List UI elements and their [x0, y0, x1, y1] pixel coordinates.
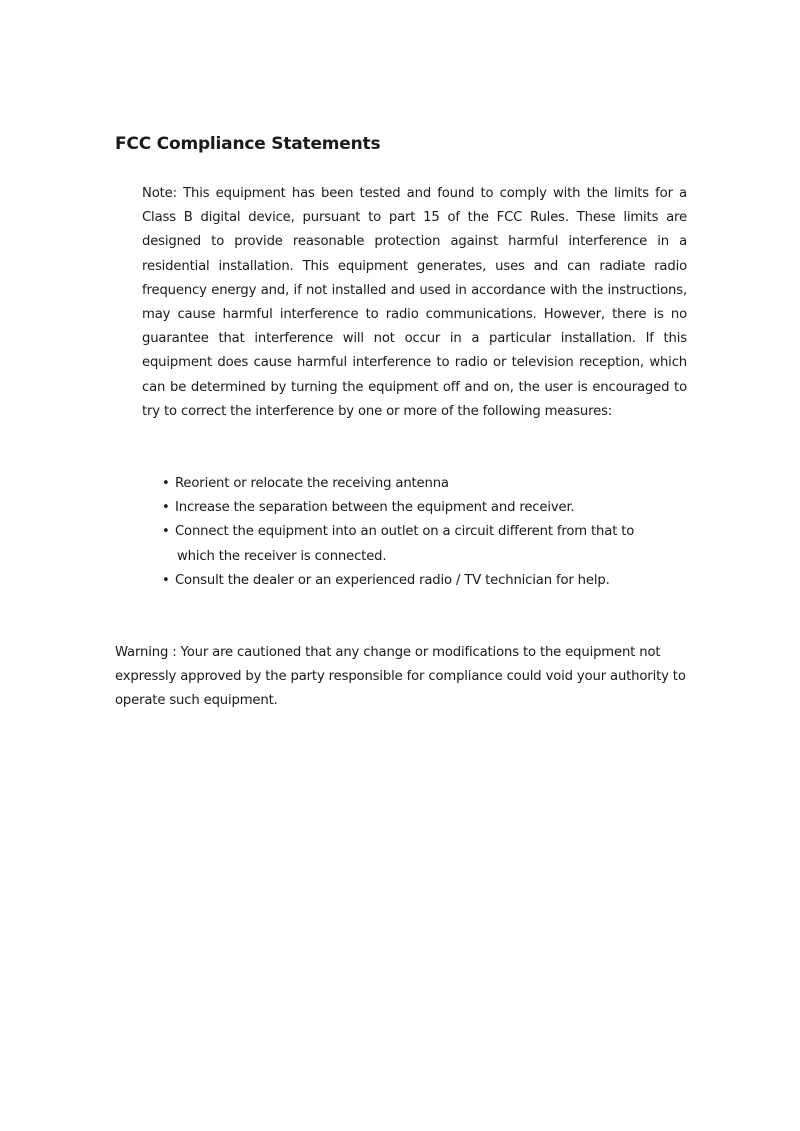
bullet-icon: • — [162, 500, 170, 516]
measure-text: Consult the dealer or an experienced radio / TV technician for help. — [175, 572, 610, 588]
note-paragraph: Note: This equipment has been tested and found to comply with the limits for a Class B digital device, pursuant to part 15 of the FCC Rules. These limits are designed to provide reasonable protection against harmful interference in a residential installation. This equipment generates, uses and can radiate radio frequency energy and, if not installed and used in accordance with the instructions, may cause harmful interference to radio communications. However, there is no guarantee that interference will not occur in a particular installation. If this equipment does cause harmful interference to radio or television reception, which can be determined by turning the equipment off and on, the user is encouraged to try to correct the interference by one or more of the following measures: — [142, 186, 687, 419]
measure-text: Reorient or relocate the receiving antenna — [175, 476, 449, 491]
list-item — [162, 472, 682, 496]
bullet-icon: • — [162, 524, 170, 540]
measure-text: Increase the separation between the equipment and receiver. — [175, 500, 575, 516]
measures-list — [162, 472, 682, 593]
warning-paragraph: Warning : Your are cautioned that any change or modifications to the equipment not expressly approved by the party responsible for compliance could void your authority to operate such equipment. — [115, 645, 686, 709]
list-item — [162, 496, 682, 520]
list-item — [162, 569, 682, 593]
bullet-icon: • — [162, 572, 170, 588]
list-item — [162, 520, 682, 568]
measure-text: Connect the equipment into an outlet on a circuit different from that to — [175, 524, 635, 540]
bullet-icon: • — [162, 476, 170, 491]
measure-continuation: which the receiver is connected. — [177, 548, 387, 564]
page-title: FCC Compliance Statements — [115, 134, 381, 154]
